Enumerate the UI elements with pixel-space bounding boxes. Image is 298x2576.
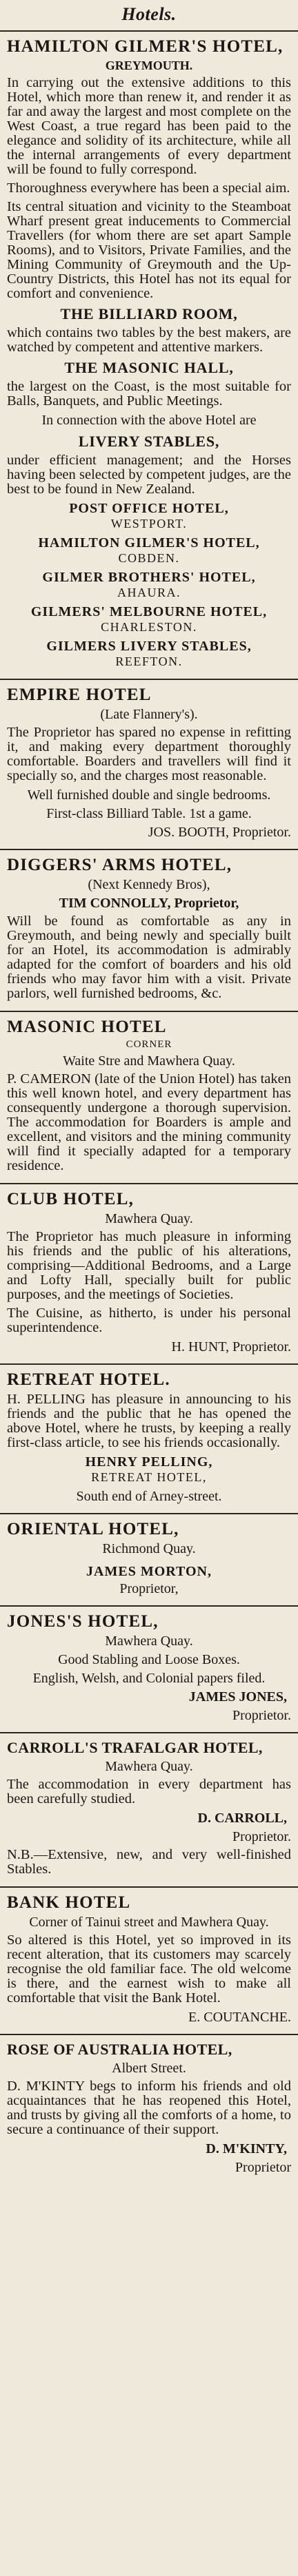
ad-subtitle: Corner of Tainui street and Mawhera Quay. (29, 1915, 269, 1930)
ad-bank-hotel (0, 1886, 298, 2034)
ad-title: EMPIRE HOTEL (7, 686, 152, 704)
masonic-hall-text: the largest on the Coast, is the most suitable for Balls, Banquets, and Public Meetings. (7, 379, 291, 409)
ad-paragraph: Good Stabling and Loose Boxes. (58, 1652, 240, 1667)
ad-paragraph: The Proprietor has much pleasure in informing his friends and the public of his alterations, comprising—Additional Bedrooms, and a Large and Lofty Hall, specially built for public purposes, and the meetings of Societies. (7, 1229, 291, 1302)
proprietor-role: Proprietor. (232, 1829, 291, 1844)
branch-place: AHAURA. (117, 586, 181, 599)
connection-line: In connection with the above Hotel are (41, 413, 257, 428)
livery-title: LIVERY STABLES, (78, 433, 220, 450)
ad-paragraph: The accommodation in every department has been carefully studied. (7, 1777, 291, 1806)
ad-signature: H. HUNT, Proprietor. (171, 1339, 291, 1354)
branch-place: WESTPORT. (110, 517, 188, 530)
branch-place: COBDEN. (118, 551, 180, 565)
ad-paragraph: The Cuisine, as hitherto, is under his personal superintendence. (7, 1306, 291, 1335)
ad-paragraph: Its central situation and vicinity to the Steamboat Wharf present great inducements to Commercial Travellers (for whom there are set apart Sample Rooms), and to Visitors, Private Families, and the Mining Community of Greymouth and the Up-Country Districts, this Hotel has not its equal for comfort and convenience. (7, 199, 291, 301)
ad-signature: D. CARROLL, (197, 1811, 287, 1826)
proprietor-role: Proprietor (235, 2160, 291, 2175)
masonic-hall-title: THE MASONIC HALL, (64, 359, 234, 376)
proprietor-role: Proprietor, (119, 1581, 179, 1596)
ad-paragraph: D. M'KINTY begs to inform his friends and old acquaintances that he has reopened this Hotel, and trusts by giving all the comforts of a home, to secure a continuance of their support. (7, 2079, 291, 2137)
livery-text: under efficient management; and the Horses having been selected by competent judges, are the best to be found in New Zealand. (7, 453, 291, 497)
ad-paragraph: In carrying out the extensive additions to this Hotel, which more than renew it, and render it as far and away the largest and most complete on the West Coast, a true regard has been paid to the elegance and solidity of its architecture, while all the internal arrangements of every department will be found to fully correspond. (7, 75, 291, 177)
section-heading: Hotels. (121, 4, 177, 24)
ad-subtitle: CORNER (126, 1039, 172, 1050)
ad-subtitle: Mawhera Quay. (105, 1211, 193, 1226)
ad-signature: D. M'KINTY, (206, 2141, 287, 2156)
proprietor-line: TIM CONNOLLY, Proprietor, (59, 896, 239, 911)
ad-location: South end of Arney-street. (76, 1489, 222, 1504)
ad-rose-of-australia (0, 2034, 298, 2184)
ad-hamilton-gilmer (0, 30, 298, 679)
ad-paragraph: Well furnished double and single bedrooms. (27, 787, 271, 803)
ad-oriental-hotel (0, 1513, 298, 1605)
ad-subtitle: Richmond Quay. (102, 1541, 196, 1556)
ad-joness-hotel (0, 1605, 298, 1732)
ad-subtitle: GREYMOUTH. (105, 59, 193, 72)
ad-title: RETREAT HOTEL. (7, 1370, 170, 1389)
ad-retreat-hotel (0, 1363, 298, 1513)
ad-title: JONES'S HOTEL, (7, 1612, 159, 1631)
billiard-text: which contains two tables by the best makers, are watched by competent and attentive markers. (7, 325, 291, 355)
billiard-title: THE BILLIARD ROOM, (60, 305, 238, 322)
branch-name: GILMER BROTHERS' HOTEL, (42, 570, 256, 585)
ad-paragraph: Thoroughness everywhere has been a special aim. (7, 181, 290, 196)
ad-title: DIGGERS' ARMS HOTEL, (7, 856, 232, 874)
ad-subtitle: (Late Flannery's). (100, 707, 198, 722)
ad-subtitle: Mawhera Quay. (105, 1634, 193, 1649)
ad-title: CARROLL'S TRAFALGAR HOTEL, (7, 1739, 263, 1756)
ad-signature: JAMES JONES, (188, 1689, 287, 1704)
ad-empire-hotel (0, 679, 298, 849)
ad-address: Waite Stre and Mawhera Quay. (63, 1053, 235, 1069)
proprietor-role: Proprietor. (232, 1708, 291, 1723)
ad-club-hotel (0, 1183, 298, 1363)
ad-paragraph: H. PELLING has pleasure in announcing to his friends and the public that he has opened the above Hotel, where he trusts, by keeping a really first-class article, to see his friends occasionally. (7, 1392, 291, 1450)
ad-title: HAMILTON GILMER'S HOTEL, (7, 37, 284, 56)
branch-place: CHARLESTON. (101, 620, 197, 634)
branch-name: GILMERS LIVERY STABLES, (46, 639, 252, 654)
ad-subtitle: Mawhera Quay. (105, 1759, 193, 1774)
ad-signature: JOS. BOOTH, Proprietor. (148, 825, 291, 840)
ad-paragraph: First-class Billiard Table. 1st a game. (46, 806, 252, 821)
proprietor-name: HENRY PELLING, (85, 1454, 213, 1470)
branch-place: REEFTON. (115, 655, 183, 668)
ad-diggers-arms (0, 849, 298, 1011)
ad-note: N.B.—Extensive, new, and very well-finished Stables. (7, 1847, 291, 1877)
ad-title: ROSE OF AUSTRALIA HOTEL, (7, 2041, 232, 2058)
ad-paragraph: P. CAMERON (late of the Union Hotel) has taken this well known hotel, and every department has consequently undergone a thorough supervision. The accommodation for Boarders is ample and excellent, and visitors and the mining community will find it specially adapted for a temporary residence. (7, 1071, 291, 1173)
ad-title: BANK HOTEL (7, 1893, 131, 1912)
ad-title: CLUB HOTEL, (7, 1190, 135, 1208)
ad-paragraph: English, Welsh, and Colonial papers filed. (32, 1671, 266, 1686)
ad-paragraph: The Proprietor has spared no expense in refitting it, and making every department thoroughly comfortable. Boarders and travellers will find it specially so, and the charges most reasonable. (7, 725, 291, 783)
ad-title: ORIENTAL HOTEL, (7, 1520, 179, 1538)
branch-name: POST OFFICE HOTEL, (69, 501, 229, 516)
ad-signature: E. COUTANCHE. (188, 2010, 291, 2025)
ad-masonic-hotel (0, 1011, 298, 1183)
branch-name: GILMERS' MELBOURNE HOTEL, (30, 604, 268, 619)
ad-title: MASONIC HOTEL (7, 1018, 167, 1036)
ad-paragraph: Will be found as comfortable as any in Greymouth, and being newly and specially built for an Hotel, its accommodation is admirably adapted for the comfort of boarders and his old friends who may favor him with a visit. Private parlors, well furnished bedrooms, &c. (7, 914, 291, 1001)
hotel-name-small: RETREAT HOTEL, (91, 1470, 207, 1484)
proprietor-name: JAMES MORTON, (86, 1564, 212, 1579)
ad-paragraph: So altered is this Hotel, yet so improved in its recent alteration, that its customers may scarcely recognise the old familiar face. The old welcome is there, and the earnest wish to make all comfortable that visit the Bank Hotel. (7, 1933, 291, 2006)
ad-subtitle: Albert Street. (112, 2061, 186, 2076)
ad-subtitle: (Next Kennedy Bros), (88, 877, 210, 892)
ad-carrolls-trafalgar (0, 1732, 298, 1886)
branch-name: HAMILTON GILMER'S HOTEL, (38, 535, 260, 550)
